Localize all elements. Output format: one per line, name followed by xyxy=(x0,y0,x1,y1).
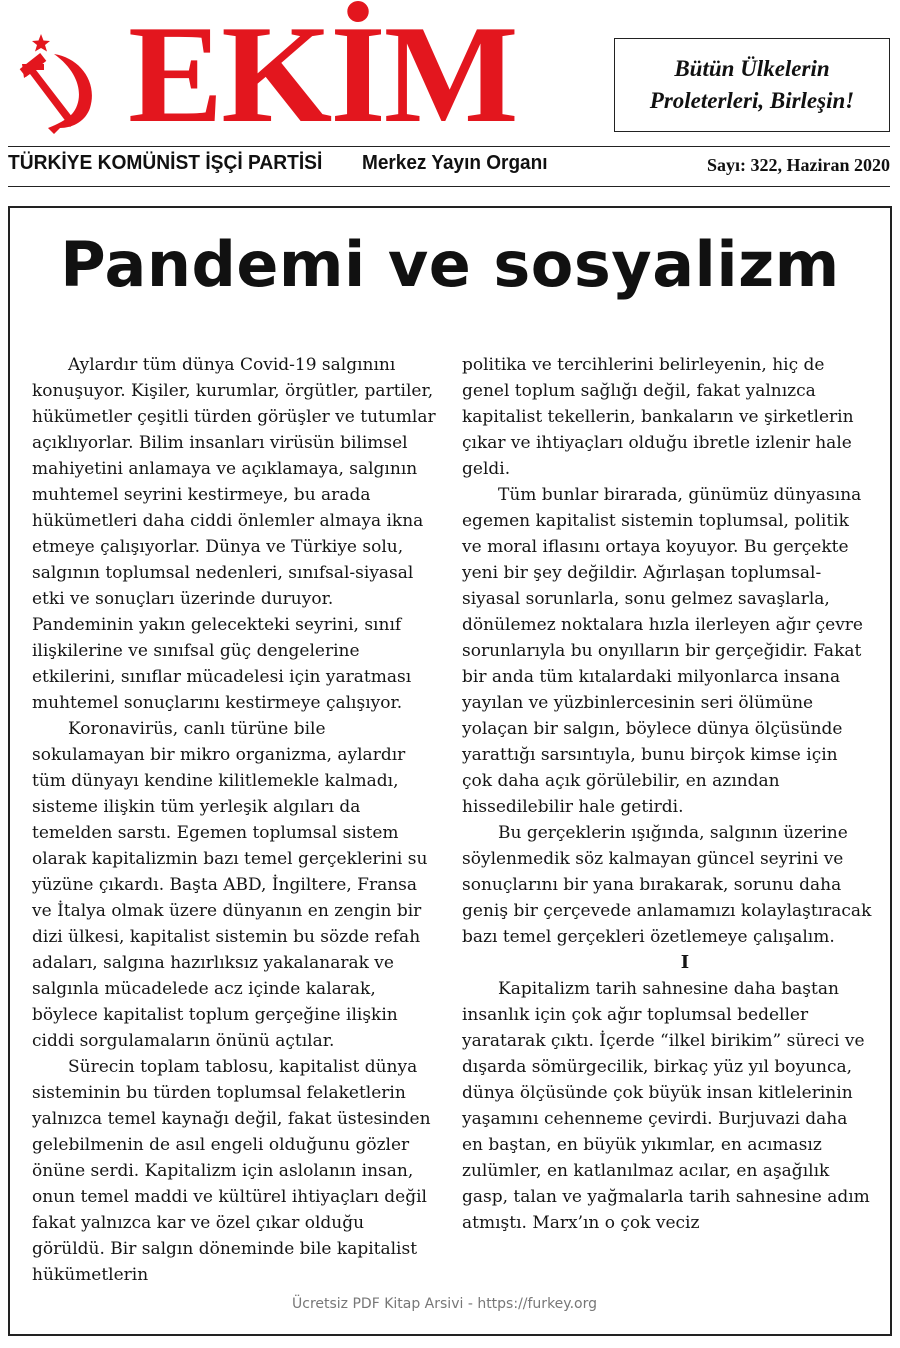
article-paragraph: Koronavirüs, canlı türüne bile sokulamayan bir mikro organizma, aylardır tüm dünyayı kendine kilitlemekle kalmadı, sisteme ilişkin tüm yerleşik algıları da temelden sarstı. Egemen toplumsal sistem olarak kapitalizmin bazı temel gerçeklerini su yüzüne çıkardı. Başta ABD, İngiltere, Fransa ve İtalya olmak üzere dünyanın en zengin bir dizi ülkesi, kapitalist sistemin bu sözde refah adaları, salgına hazırlıksız yakalanarak ve salgınla mücadelede acz içinde kalarak, böylece kapitalist toplum gerçeğine ilişkin ciddi sorgulamaların önünü açtılar. xyxy=(32,719,428,1051)
masthead-brand: EKİM xyxy=(128,0,517,152)
masthead-top-rule xyxy=(8,146,890,147)
article-paragraph: Bu gerçeklerin ışığında, salgının üzerine söylenmedik söz kalmayan güncel seyrini ve sonuçlarını bir yana bırakarak, sorunu daha geniş bir çerçevede anlamamızı kolaylaştıracak bazı temel gerçekleri özetlemeye çalışalım. xyxy=(462,823,872,947)
section-number: I xyxy=(680,952,690,973)
party-name: TÜRKİYE KOMÜNİST İŞÇİ PARTİSİ xyxy=(8,152,323,174)
slogan-box xyxy=(614,38,890,132)
slogan-line-2: Proleterleri, Birleşin! xyxy=(649,88,855,113)
article-column-left xyxy=(32,352,440,1288)
publication-organ: Merkez Yayın Organı xyxy=(362,152,548,174)
article-paragraph-continuation: politika ve tercihlerini belirleyenin, hiç de genel toplum sağlığı değil, fakat yalnızca kapitalist tekellerin, bankaların ve şirketlerin çıkar ve ihtiyaçları olduğu ibretle izlenir hale geldi. xyxy=(462,355,854,479)
article-column-right xyxy=(462,352,872,1236)
issue-info: Sayı: 322, Haziran 2020 xyxy=(707,155,890,175)
watermark-text: Ücretsiz PDF Kitap Arsivi - https://furkey.org xyxy=(292,1296,597,1312)
masthead-bottom-rule xyxy=(8,186,890,187)
article-title: Pandemi ve sosyalizm xyxy=(60,228,840,301)
article-paragraph: Sürecin toplam tablosu, kapitalist dünya sisteminin bu türden toplumsal felaketlerin yalnızca temel kaynağı değil, fakat üstesinden gelebilmenin de asıl engeli olduğunu gözler önüne serdi. Kapitalizm için aslolanın insan, onun temel maddi ve kültürel ihtiyaçları değil fakat yalnızca kar ve özel çıkar olduğu görüldü. Bir salgın döneminde bile kapitalist hükümetlerin xyxy=(32,1057,431,1285)
article-paragraph: Tüm bunlar birarada, günümüz dünyasına egemen kapitalist sistemin toplumsal, politik ve moral iflasını ortaya koyuyor. Bu gerçekte yeni bir şey değildir. Ağırlaşan toplumsal-siyasal sorunlarla, sonu gelmez savaşlarla, dönülemez noktalara hızla ilerleyen ağır çevre sorunlarıyla bu onyılların bir gerçeğidir. Fakat bir anda tüm kıtalardaki milyonlarca insana yayılan ve yüzbinlercesinin seri ölümüne yolaçan bir salgın, böylece dünya ölçüsünde yarattığı sarsıntıyla, bunu birçok kimse için çok daha açık görülebilir, en azından hissedilebilir hale getirdi. xyxy=(462,485,863,817)
slogan-line-1: Bütün Ülkelerin xyxy=(674,56,830,81)
hammer-and-sickle-star-icon xyxy=(14,34,106,134)
article-paragraph: Aylardır tüm dünya Covid-19 salgınını konuşuyor. Kişiler, kurumlar, örgütler, partiler, hükümetler çeşitli türden görüşler ve tutumlar açıklıyorlar. Bilim insanları virüsün bilimsel mahiyetini anlamaya ve açıklamaya, salgının muhtemel seyrini kestirmeye, bu arada hükümetleri daha ciddi önlemler almaya ikna etmeye çalışıyorlar. Dünya ve Türkiye solu, salgının toplumsal nedenleri, sınıfsal-siyasal etki ve sonuçları üzerinde duruyor. Pandeminin yakın gelecekteki seyrini, sınıf ilişkilerine ve sınıfsal güç dengelerine etkilerini, sınıflar mücadelesi için yaratması muhtemel sonuçlarını kestirmeye çalışıyor. xyxy=(32,355,436,713)
article-paragraph: Kapitalizm tarih sahnesine daha baştan insanlık için çok ağır toplumsal bedeller yaratarak çıktı. İçerde “ilkel birikim” süreci ve dışarda sömürgecilik, birkaç yüz yıl boyunca, dünya ölçüsünde çok büyük insan kitlelerinin yaşamını cehenneme çevirdi. Burjuvazi daha en baştan, en büyük yıkımlar, en acımasız zulümler, en katlanılmaz acılar, en aşağılık gasp, talan ve yağmalarla tarih sahnesine adım atmıştı. Marx’ın o çok veciz xyxy=(462,979,870,1233)
